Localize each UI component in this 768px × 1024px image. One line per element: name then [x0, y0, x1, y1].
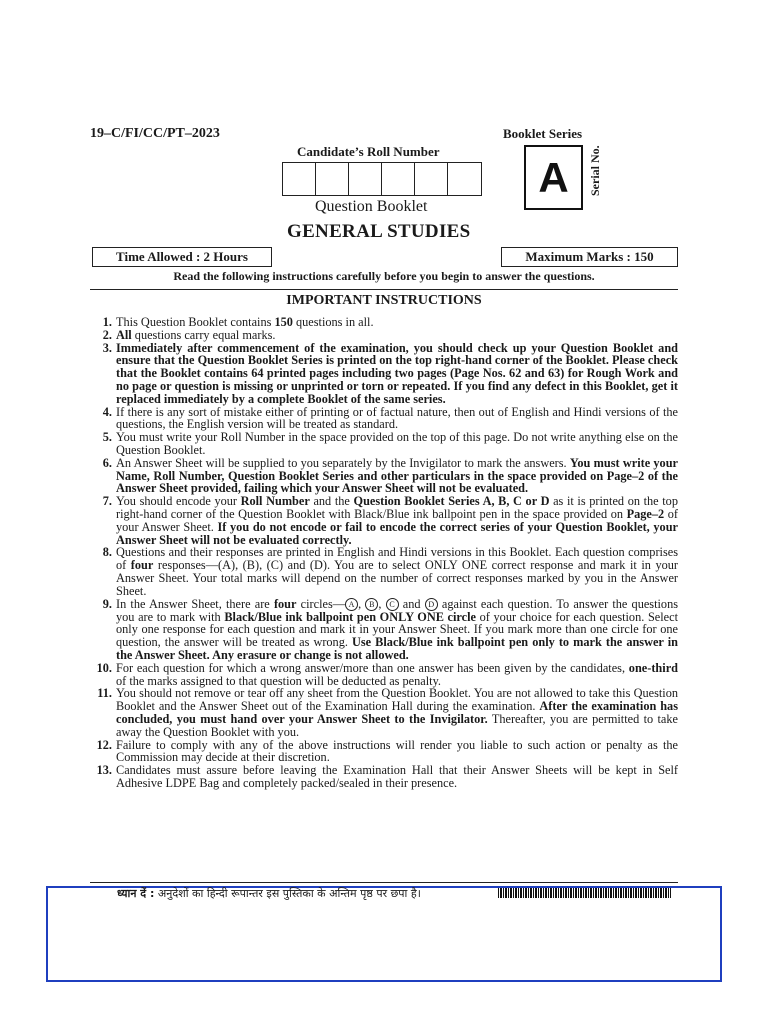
instruction-item [90, 739, 678, 765]
item-number: 11. [97, 686, 112, 701]
roll-digit-box[interactable] [349, 163, 382, 195]
roll-digit-box[interactable] [382, 163, 415, 195]
instruction-item [90, 687, 678, 738]
serial-number-label: Serial No. [588, 145, 602, 196]
item-number: 10. [96, 660, 112, 675]
item-number: 5. [102, 430, 112, 445]
series-letter: A [538, 153, 569, 201]
item-text: Immediately after commencement of the examination, you should check up your Question Booklet and ensure that the Question Booklet Series is printed on the top right-hand corner of the Booklet. Please check that the Booklet contains 64 printed pages including two pages (Page Nos. 62 and 63) for Rough Work and no page or question is missing or unprinted or torn or repeated. If you find any defect in this Booklet, get it replaced immediately by a complete Booklet of the same series. [116, 340, 678, 406]
circle-a-icon: A [345, 598, 358, 611]
item-text: This Question Booklet contains 150 questions in all. [116, 315, 374, 329]
item-number: 13. [96, 763, 112, 778]
item-number: 12. [96, 737, 112, 752]
instruction-item [90, 342, 678, 406]
roll-digit-box[interactable] [316, 163, 349, 195]
item-number: 8. [102, 545, 112, 560]
barcode-icon [498, 888, 671, 898]
circle-c-icon: C [386, 598, 399, 611]
item-text: For each question for which a wrong answer/more than one answer has been given by the candidates, one-third of the marks assigned to that question will be deducted as penalty. [116, 660, 678, 688]
subject-title: GENERAL STUDIES [287, 221, 471, 242]
item-number: 3. [102, 340, 112, 355]
item-text: You must write your Roll Number in the space provided on the top of this page. Do not write anything else on the Question Booklet. [116, 430, 678, 457]
instruction-item [90, 764, 678, 790]
circle-b-icon: B [365, 598, 378, 611]
paper-code: 19–C/FI/CC/PT–2023 [90, 126, 220, 141]
item-text: In the Answer Sheet, there are four circles— A , B , C and D against each question. To answer the questions you are to mark with Black/Blue ink ballpoint pen ONLY ONE circle of your choice for each question. Select only one response for each question and mark it in your Answer Sheet. If you mark more than one circle for one question, the answer will be treated as wrong. Use Black/Blue ink ballpoint pen only to mark the answer in the Answer Sheet. Any erasure or change is not allowed. [116, 596, 679, 662]
instructions-list [90, 316, 678, 790]
roll-number-boxes[interactable] [282, 162, 482, 196]
circle-d-icon: D [425, 598, 438, 611]
item-text: Questions and their responses are printed in English and Hindi versions in this Booklet. Each question comprises of four responses—(A), (B), (C) and (D). You are to select ONLY ONE correct response and mark it in your Answer Sheet. Your total marks will depend on the number of correct responses marked by you in the Answer Sheet. [116, 545, 678, 598]
instruction-item [90, 457, 678, 495]
roll-digit-box[interactable] [283, 163, 316, 195]
roll-digit-box[interactable] [415, 163, 448, 195]
series-box [524, 145, 583, 210]
hindi-note: ध्यान दें : अनुदेशों का हिन्दी रूपान्तर इस पुस्तिका के अन्तिम पृष्ठ पर छपा है। [117, 887, 421, 900]
roll-digit-box[interactable] [448, 163, 481, 195]
booklet-series-label: Booklet Series [503, 126, 583, 141]
instruction-item [90, 406, 678, 432]
item-text: Failure to comply with any of the above instructions will render you liable to such action or penalty as the Commission may decide at their discretion. [116, 737, 678, 765]
time-allowed: Time Allowed : 2 Hours [92, 247, 272, 267]
item-text: Candidates must assure before leaving the Examination Hall that their Answer Sheets will be kept in Self Adhesive LDPE Bag and completely packed/sealed in their presence. [116, 763, 678, 790]
item-number: 9. [102, 596, 112, 611]
item-text: An Answer Sheet will be supplied to you separately by the Invigilator to mark the answers. You must write your Name, Roll Number, Question Booklet Series and other particulars in the space provided on Page–2 of the Answer Sheet provided, failing which your Answer Sheet will not be evaluated. [116, 455, 678, 496]
item-number: 6. [102, 455, 112, 470]
item-text: You should not remove or tear off any sheet from the Question Booklet. You are not allowed to take this Question Booklet and the Answer Sheet out of the Examination Hall during the examination. After the examination has concluded, you must hand over your Answer Sheet to the Invigilator. Thereafter, you are permitted to take away the Question Booklet with you. [116, 686, 678, 739]
instructions-heading: IMPORTANT INSTRUCTIONS [286, 293, 482, 308]
instruction-item [90, 598, 678, 662]
instruction-item [90, 546, 678, 597]
maximum-marks: Maximum Marks : 150 [501, 247, 678, 267]
item-text: If there is any sort of mistake either of printing or of factual nature, then out of English and Hindi versions of the questions, the English version will be treated as standard. [116, 404, 678, 432]
roll-number-label: Candidate’s Roll Number [297, 144, 440, 159]
instruction-item [90, 495, 678, 546]
item-number: 4. [102, 404, 112, 419]
instruction-item [90, 431, 678, 457]
read-notice: Read the following instructions carefully before you begin to answer the questions. [173, 269, 595, 283]
item-text: All questions carry equal marks. [116, 327, 276, 342]
item-number: 7. [102, 494, 112, 509]
item-number: 1. [102, 315, 112, 329]
booklet-title: Question Booklet [315, 198, 428, 215]
divider [90, 289, 678, 290]
footer-divider [90, 882, 678, 883]
item-number: 2. [102, 327, 112, 342]
instruction-item [90, 662, 678, 688]
item-text: You should encode your Roll Number and the Question Booklet Series A, B, C or D as it is printed on the top right-hand corner of the Question Booklet with Black/Blue ink ballpoint pen in the space provided on Page–2 of your Answer Sheet. If you do not encode or fail to encode the correct series of your Question Booklet, your Answer Sheet will not be evaluated correctly. [116, 494, 678, 547]
